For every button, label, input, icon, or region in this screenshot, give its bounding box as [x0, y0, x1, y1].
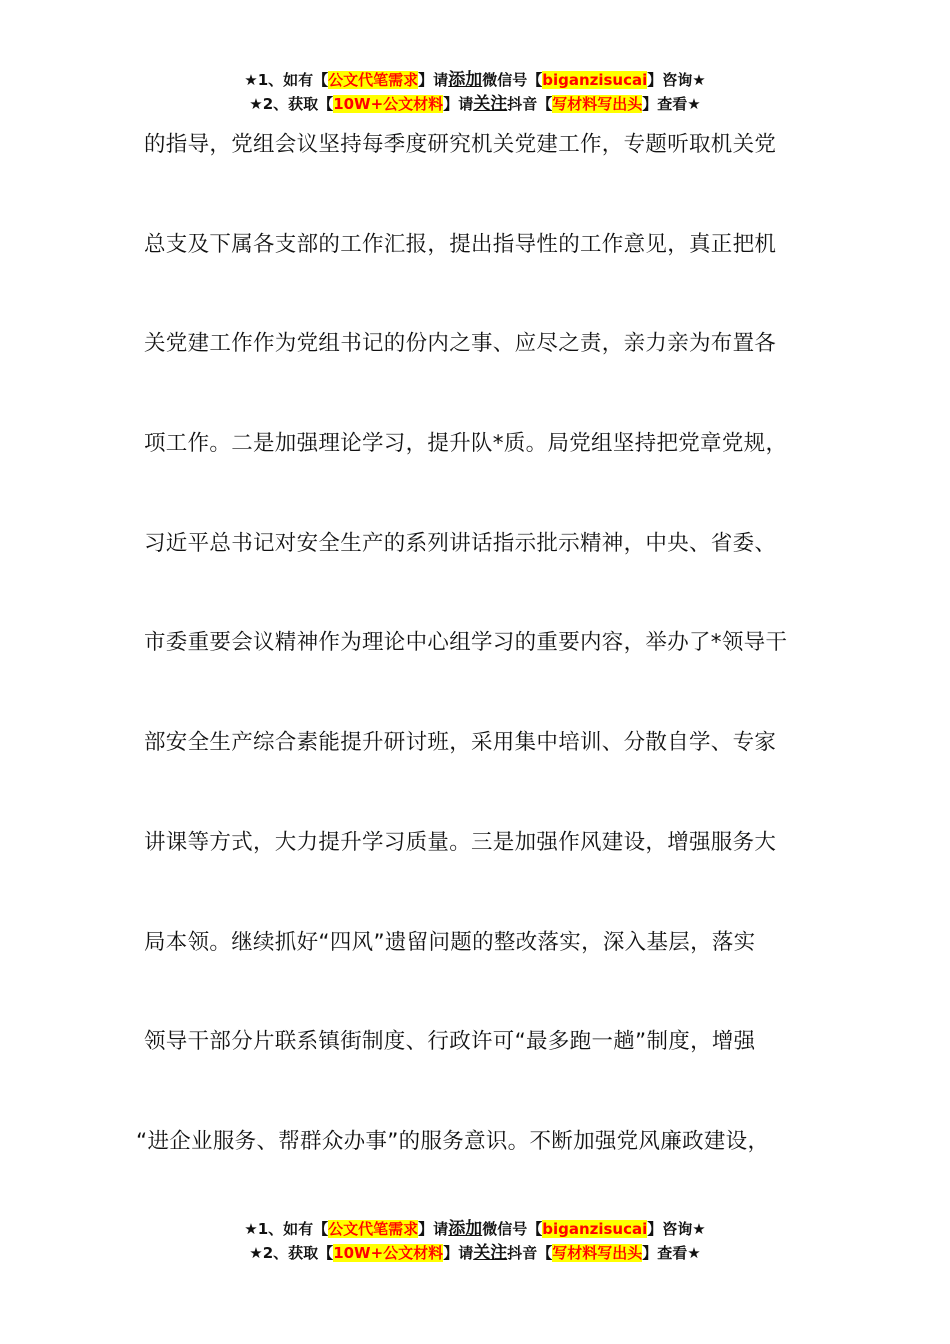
- banner-text: 】查看★: [642, 1244, 701, 1262]
- banner-line-1: [0, 68, 950, 92]
- banner-text: 微信号【: [482, 1220, 543, 1238]
- banner-highlight: 10W+公文材料: [333, 1244, 444, 1262]
- banner-line-2: [0, 92, 950, 116]
- body-line: 市委重要会议精神作为理论中心组学习的重要内容，举办了*领导干: [144, 630, 788, 656]
- body-line: 讲课等方式，大力提升学习质量。三是加强作风建设，增强服务大: [144, 829, 777, 855]
- banner-text: ★2、获取【: [249, 95, 334, 113]
- banner-emphasis: 关注: [473, 1243, 508, 1263]
- body-line: “进企业服务、帮群众办事”的服务意识。不断加强党风廉政建设，: [136, 1128, 770, 1154]
- banner-text: 抖音【: [507, 95, 553, 113]
- banner-text: 】请: [418, 71, 449, 89]
- banner-text: 】请: [443, 95, 474, 113]
- banner-text: 微信号【: [482, 71, 543, 89]
- banner-douyin-id: 写材料写出头: [552, 95, 643, 113]
- body-line: 的指导，党组会议坚持每季度研究机关党建工作，专题听取机关党: [144, 132, 777, 157]
- banner-emphasis: 添加: [448, 70, 483, 90]
- body-line: 领导干部分片联系镇街制度、行政许可“最多跑一趟”制度，增强: [144, 1029, 756, 1055]
- banner-text: 】请: [443, 1244, 474, 1262]
- banner-text: 】请: [418, 1220, 449, 1238]
- banner-text: 抖音【: [507, 1244, 553, 1262]
- body-line: 局本领。继续抓好“四风”遗留问题的整改落实，深入基层，落实: [144, 929, 756, 955]
- banner-highlight: 公文代笔需求: [328, 1220, 419, 1238]
- banner-wechat-id: biganzisucai: [542, 71, 648, 89]
- banner-highlight: 10W+公文材料: [333, 95, 444, 113]
- banner-emphasis: 关注: [473, 94, 508, 114]
- header-banner: [0, 68, 950, 116]
- banner-text: ★1、如有【: [244, 71, 329, 89]
- banner-text: ★1、如有【: [244, 1220, 329, 1238]
- banner-line-1: [0, 1217, 950, 1241]
- banner-text: ★2、获取【: [249, 1244, 334, 1262]
- body-line: 部安全生产综合素能提升研讨班，采用集中培训、分散自学、专家: [144, 730, 777, 756]
- body-line: 关党建工作作为党组书记的份内之事、应尽之责，亲力亲为布置各: [144, 331, 777, 357]
- banner-wechat-id: biganzisucai: [542, 1220, 648, 1238]
- banner-text: 】咨询★: [647, 71, 706, 89]
- document-body: [136, 120, 844, 1217]
- body-line: 项工作。二是加强理论学习，提升队*质。局党组坚持把党章党规，: [144, 431, 788, 457]
- banner-emphasis: 添加: [448, 1219, 483, 1239]
- footer-banner: [0, 1217, 950, 1265]
- body-line: 习近平总书记对安全生产的系列讲话指示批示精神，中央、省委、: [144, 530, 777, 556]
- banner-line-2: [0, 1241, 950, 1265]
- banner-text: 】咨询★: [647, 1220, 706, 1238]
- banner-highlight: 公文代笔需求: [328, 71, 419, 89]
- banner-douyin-id: 写材料写出头: [552, 1244, 643, 1262]
- banner-text: 】查看★: [642, 95, 701, 113]
- body-line: 总支及下属各支部的工作汇报，提出指导性的工作意见，真正把机: [144, 231, 777, 257]
